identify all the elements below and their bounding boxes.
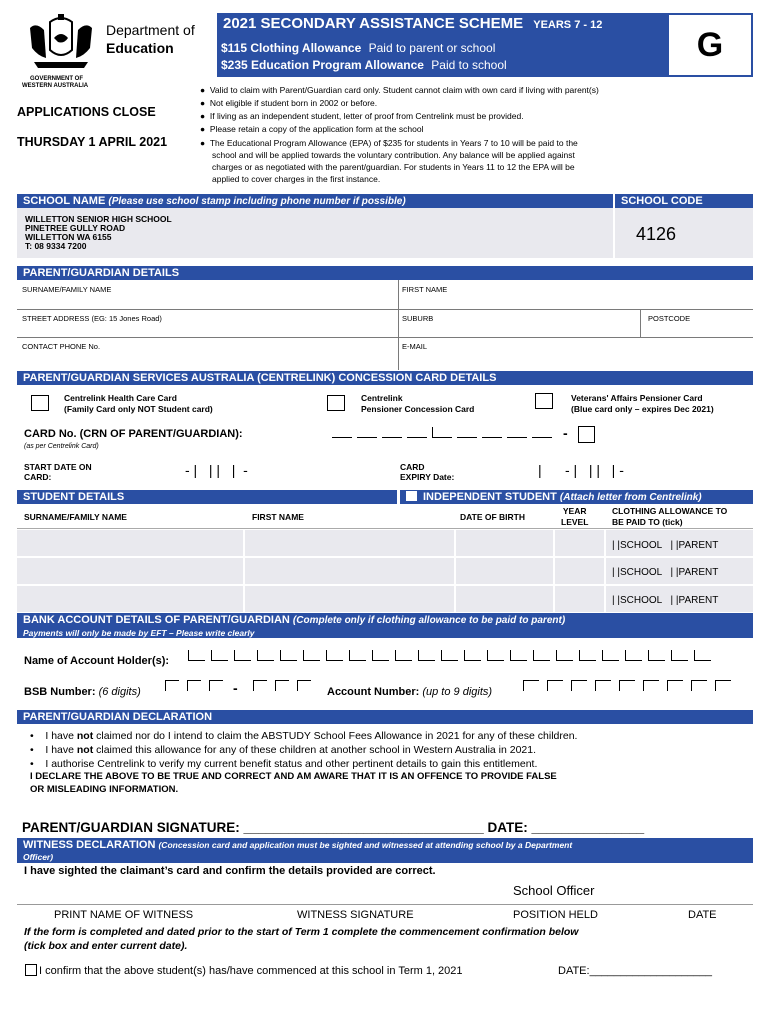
health-care-card-checkbox[interactable]: [31, 395, 49, 411]
form-letter: G: [667, 13, 753, 77]
health-card-label: Centrelink Health Care Card: [64, 393, 177, 403]
witness-name-field[interactable]: [17, 880, 247, 904]
rule-item: Valid to claim with Parent/Guardian card only. Student cannot claim with own card if living with parent(s): [209, 85, 599, 95]
concession-header: PARENT/GUARDIAN SERVICES AUSTRALIA (CENTRELINK) CONCESSION CARD DETAILS: [17, 371, 753, 385]
clothing-note: Paid to parent or school: [368, 41, 496, 55]
declaration-header: PARENT/GUARDIAN DECLARATION: [17, 710, 753, 724]
school-stamp-line: WILLETTON WA 6155: [25, 232, 112, 242]
parent-details-header: PARENT/GUARDIAN DETAILS: [17, 266, 753, 280]
account-number-label: Account Number:: [327, 686, 420, 698]
card-no-label: CARD No. (CRN OF PARENT/GUARDIAN):: [24, 428, 243, 440]
clothing-amount: $115 Clothing Allowance: [221, 41, 362, 55]
govt-line2: WESTERN AUSTRALIA: [22, 83, 89, 89]
witness-sighted: I have sighted the claimant’s card and confirm the details provided are correct.: [24, 865, 436, 877]
rule-item: charges or as negotiated with the parent/guardian. For students in Years 11 to 12 the EPA will be: [212, 162, 575, 172]
rule-item: The Educational Program Allowance (EPA) of $235 for students in Years 7 to 10 will be paid to the: [209, 138, 578, 148]
bank-sub-note: Payments will only be made by EFT – Please write clearly: [23, 628, 255, 638]
expiry-label-1: CARD: [400, 462, 425, 472]
postcode-label: POSTCODE: [648, 314, 691, 323]
account-holder-input[interactable]: [188, 650, 711, 661]
rule-item: Not eligible if student born in 2002 or before.: [209, 98, 378, 108]
rule-item: If living as an independent student, letter of proof from Centrelink must be provided.: [209, 111, 524, 121]
start-date-label-1: START DATE ON: [24, 462, 92, 472]
opt-school: SCHOOL: [619, 595, 663, 606]
start-date-input[interactable]: - | | | | -: [185, 462, 248, 478]
student-details-header: STUDENT DETAILS: [17, 490, 397, 504]
independent-student-header: INDEPENDENT STUDENT (Attach letter from Centrelink): [400, 490, 753, 504]
opt-school: SCHOOL: [619, 567, 663, 578]
opt-parent: PARENT: [678, 595, 719, 606]
rule-item: Please retain a copy of the application form at the school: [209, 124, 424, 134]
scheme-title: 2021 SECONDARY ASSISTANCE SCHEME: [223, 15, 524, 32]
dept-line2: Education: [106, 40, 174, 56]
opt-school: SCHOOL: [619, 540, 663, 551]
declaration-line1: I have not claimed nor do I intend to claim the ABSTUDY School Fees Allowance in 2021 for any of these children.: [45, 730, 578, 742]
veterans-note: (Blue card only – expires Dec 2021): [571, 404, 714, 414]
witness-header: WITNESS DECLARATION (Concession card and application must be sighted and witnessed at attending school by a Department Officer): [17, 838, 753, 863]
declaration-line2: I have not claimed this allowance for any of these children at another school in Western Australia in 2021.: [45, 744, 537, 756]
school-code-header: SCHOOL CODE: [615, 194, 753, 208]
opt-parent: PARENT: [678, 540, 719, 551]
bsb-input[interactable]: [165, 680, 311, 691]
col-dob: DATE OF BIRTH: [460, 512, 526, 522]
dept-line1: Department of: [106, 22, 195, 38]
independent-checkbox[interactable]: [406, 491, 417, 501]
col-position-held: POSITION HELD: [513, 909, 598, 921]
card-no-note: (as per Centrelink Card): [24, 443, 99, 450]
bsb-label: BSB Number:: [24, 686, 96, 698]
commencement-checkbox[interactable]: [25, 964, 37, 976]
veterans-label: Veterans' Affairs Pensioner Card: [571, 393, 703, 403]
col-date: DATE: [688, 909, 717, 921]
email-field[interactable]: [399, 338, 753, 368]
witness-signature-field[interactable]: [255, 880, 485, 904]
school-stamp-line: WILLETTON SENIOR HIGH SCHOOL: [25, 214, 172, 224]
health-card-note: (Family Card only NOT Student card): [64, 404, 213, 414]
opt-parent: PARENT: [678, 567, 719, 578]
crn-input[interactable]: [332, 427, 552, 438]
start-date-label-2: CARD:: [24, 472, 52, 482]
rule-item: school and will be applied towards the voluntary contribution. Any balance will be applied against: [212, 150, 575, 160]
col-surname: SURNAME/FAMILY NAME: [24, 512, 127, 522]
suburb-label: SUBURB: [402, 314, 434, 323]
account-holder-label: Name of Account Holder(s):: [24, 655, 170, 667]
edu-amount: $235 Education Program Allowance: [221, 58, 424, 72]
bank-header: BANK ACCOUNT DETAILS OF PARENT/GUARDIAN (Complete only if clothing allowance to be paid to parent) Payments will only be made by EFT – Please write clearly: [17, 613, 753, 638]
school-name-header: SCHOOL NAME (Please use school stamp including phone number if possible): [17, 194, 613, 208]
col-clothing-1: CLOTHING ALLOWANCE TO: [612, 506, 728, 516]
pensioner-label-1: Centrelink: [361, 393, 403, 403]
clothing-tick-row[interactable]: | |SCHOOL | |PARENT: [612, 567, 719, 578]
veterans-card-checkbox[interactable]: [535, 393, 553, 409]
position-held-value: School Officer: [513, 883, 595, 898]
street-label: STREET ADDRESS (EG: 15 Jones Road): [22, 314, 162, 323]
declare-statement-2: OR MISLEADING INFORMATION.: [30, 784, 179, 795]
scheme-banner: [217, 13, 667, 77]
scheme-years: YEARS 7 - 12: [533, 19, 603, 31]
govt-line1: GOVERNMENT OF: [30, 76, 84, 82]
suburb-field[interactable]: [399, 310, 639, 337]
close-date: THURSDAY 1 APRIL 2021: [17, 135, 168, 149]
edu-note: Paid to school: [431, 58, 507, 72]
wa-crest-logo: [22, 12, 100, 76]
account-number-note: (up to 9 digits): [422, 686, 493, 698]
witness-date-field[interactable]: [640, 880, 753, 904]
commencement-confirm: I confirm that the above student(s) has/have commenced at this school in Term 1, 2021: [39, 965, 463, 977]
school-stamp-line: T: 08 9334 7200: [25, 241, 87, 251]
email-label: E-MAIL: [402, 342, 428, 351]
account-number-input[interactable]: [523, 680, 731, 691]
col-print-name: PRINT NAME OF WITNESS: [54, 909, 194, 921]
declare-statement-1: I DECLARE THE ABOVE TO BE TRUE AND CORRECT AND AM AWARE THAT IT IS AN OFFENCE TO PROVIDE FALSE: [30, 771, 557, 782]
school-code-value: 4126: [636, 224, 677, 244]
declaration-line3: I authorise Centrelink to verify my current benefit status and other pertinent details to gain this entitlement.: [45, 758, 538, 770]
phone-label: CONTACT PHONE No.: [22, 342, 101, 351]
school-stamp-line: PINETREE GULLY ROAD: [25, 223, 126, 233]
street-field[interactable]: [17, 310, 397, 337]
expiry-date-input[interactable]: | - | | | | -: [538, 462, 624, 478]
bsb-note: (6 digits): [98, 686, 141, 698]
col-year-1: YEAR: [562, 506, 587, 516]
phone-field[interactable]: [17, 338, 397, 368]
applications-close: APPLICATIONS CLOSE: [17, 105, 156, 119]
col-first-name: FIRST NAME: [252, 512, 304, 522]
crn-check-digit[interactable]: [578, 426, 595, 443]
firstname-field[interactable]: [399, 280, 753, 309]
rule-item: applied to cover charges in the first instance.: [212, 174, 381, 184]
postcode-field[interactable]: [641, 310, 753, 337]
pensioner-card-checkbox[interactable]: [327, 395, 345, 411]
surname-label: SURNAME/FAMILY NAME: [22, 285, 112, 294]
pensioner-label-2: Pensioner Concession Card: [361, 404, 475, 414]
clothing-tick-row[interactable]: | |SCHOOL | |PARENT: [612, 595, 719, 606]
expiry-label-2: EXPIRY Date:: [400, 472, 455, 482]
firstname-label: FIRST NAME: [402, 285, 448, 294]
clothing-tick-row[interactable]: | |SCHOOL | |PARENT: [612, 540, 719, 551]
col-clothing-2: BE PAID TO (tick): [612, 517, 683, 527]
surname-field[interactable]: [17, 280, 397, 309]
parent-signature-line[interactable]: PARENT/GUARDIAN SIGNATURE: ________________________________ DATE: _______________: [22, 820, 645, 835]
col-witness-signature: WITNESS SIGNATURE: [297, 909, 414, 921]
col-year-2: LEVEL: [561, 517, 589, 527]
term-note-2: (tick box and enter current date).: [24, 940, 188, 952]
term-note-1: If the form is completed and dated prior to the start of Term 1 complete the commencement confirmation below: [24, 926, 579, 938]
commencement-date[interactable]: DATE:____________________: [558, 965, 712, 977]
